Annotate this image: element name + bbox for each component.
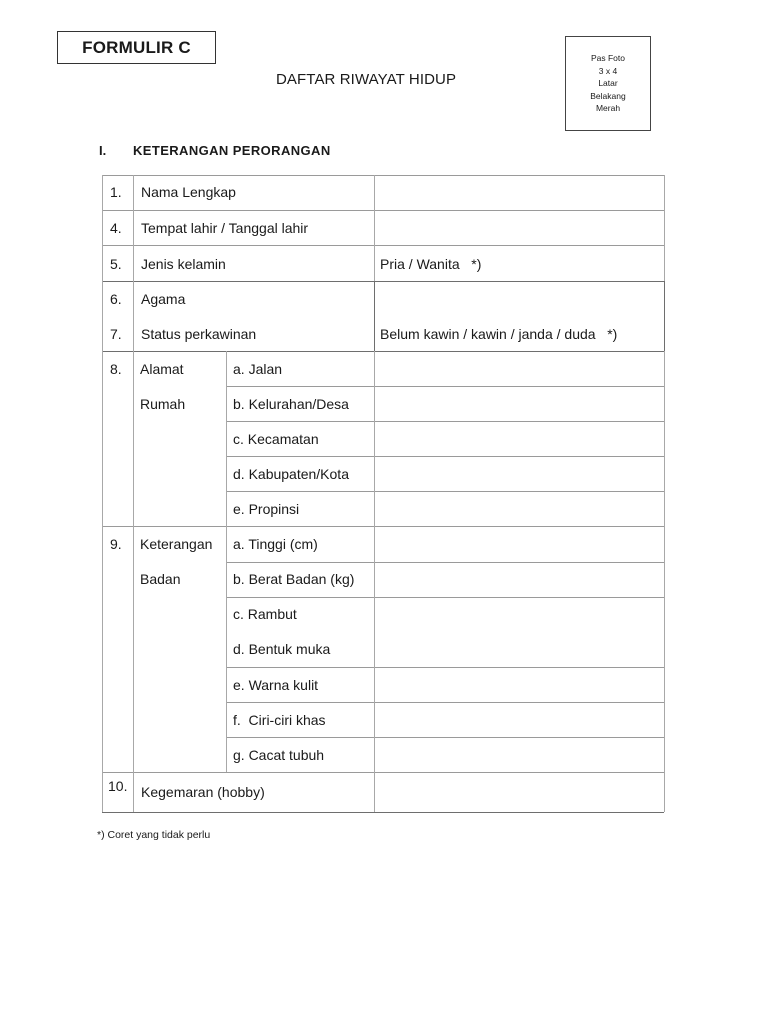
field-group-label-alamat: Alamat — [140, 361, 184, 377]
field-value-jenis-kelamin[interactable]: Pria / Wanita *) — [380, 256, 482, 272]
column-divider — [226, 351, 227, 772]
photo-box-line: Latar — [598, 78, 618, 89]
row-number: 4. — [110, 220, 122, 236]
field-group-label-rumah: Rumah — [140, 396, 186, 412]
field-value-status-perkawinan[interactable]: Belum kawin / kawin / janda / duda *) — [380, 326, 618, 342]
row-divider — [102, 281, 664, 282]
footnote: *) Coret yang tidak perlu — [97, 829, 211, 841]
field-label-agama: Agama — [141, 291, 186, 307]
field-label-kabupaten-kota: d. Kabupaten/Kota — [233, 466, 349, 482]
photo-box-line: Merah — [595, 103, 621, 114]
field-label-jalan: a. Jalan — [233, 361, 283, 377]
field-label-warna-kulit: e. Warna kulit — [233, 677, 319, 693]
field-value-tempat-tanggal-lahir[interactable] — [375, 211, 663, 245]
table-border-right — [664, 175, 665, 281]
row-divider — [226, 421, 664, 422]
photo-box-line: 3 x 4 — [598, 65, 618, 76]
row-divider — [226, 667, 664, 668]
document-title: DAFTAR RIWAYAT HIDUP — [276, 71, 457, 88]
field-label-propinsi: e. Propinsi — [233, 501, 300, 517]
row-number: 8. — [110, 361, 122, 377]
row-number: 6. — [110, 291, 122, 307]
row-number: 5. — [110, 256, 122, 272]
row-divider — [102, 526, 664, 527]
row-divider — [226, 737, 664, 738]
field-label-berat-badan: b. Berat Badan (kg) — [233, 571, 355, 587]
row-divider — [226, 702, 664, 703]
row-number: 10. — [108, 778, 128, 794]
section-number: I. — [99, 143, 107, 158]
table-border-bottom — [102, 812, 664, 813]
photo-box-line: Pas Foto — [590, 53, 626, 64]
field-label-nama-lengkap: Nama Lengkap — [141, 184, 236, 200]
row-number: 7. — [110, 326, 122, 342]
row-divider — [226, 491, 664, 492]
field-label-kecamatan: c. Kecamatan — [233, 431, 319, 447]
field-label-kelurahan-desa: b. Kelurahan/Desa — [233, 396, 349, 412]
form-label: FORMULIR C — [57, 31, 216, 64]
field-group-label-keterangan: Keterangan — [140, 536, 213, 552]
field-value-nama-lengkap[interactable] — [375, 176, 663, 210]
field-label-jenis-kelamin: Jenis kelamin — [141, 256, 226, 272]
field-label-tempat-tanggal-lahir: Tempat lahir / Tanggal lahir — [141, 220, 309, 236]
field-label-kegemaran: Kegemaran (hobby) — [141, 784, 265, 800]
row-number: 9. — [110, 536, 122, 552]
field-value-kegemaran[interactable] — [375, 773, 663, 811]
row-divider — [226, 386, 664, 387]
table-border-right — [664, 281, 665, 351]
field-label-status-perkawinan: Status perkawinan — [141, 326, 257, 342]
field-label-ciri-ciri-khas: f. Ciri-ciri khas — [233, 712, 326, 728]
column-divider — [374, 351, 375, 812]
row-number: 1. — [110, 184, 122, 200]
field-label-bentuk-muka: d. Bentuk muka — [233, 641, 331, 657]
table-border-right — [664, 351, 665, 812]
field-label-rambut: c. Rambut — [233, 606, 297, 622]
row-divider — [102, 351, 664, 352]
table-border-left — [102, 175, 103, 812]
photo-placeholder-box — [565, 36, 651, 131]
row-divider — [102, 245, 664, 246]
field-group-label-badan: Badan — [140, 571, 181, 587]
field-label-cacat-tubuh: g. Cacat tubuh — [233, 747, 325, 763]
row-divider — [226, 456, 664, 457]
column-divider — [133, 175, 134, 812]
field-label-tinggi: a. Tinggi (cm) — [233, 536, 318, 552]
row-divider — [226, 597, 664, 598]
photo-box-line: Belakang — [590, 90, 626, 101]
row-divider — [226, 562, 664, 563]
section-title: KETERANGAN PERORANGAN — [133, 143, 331, 158]
column-divider — [374, 281, 375, 351]
